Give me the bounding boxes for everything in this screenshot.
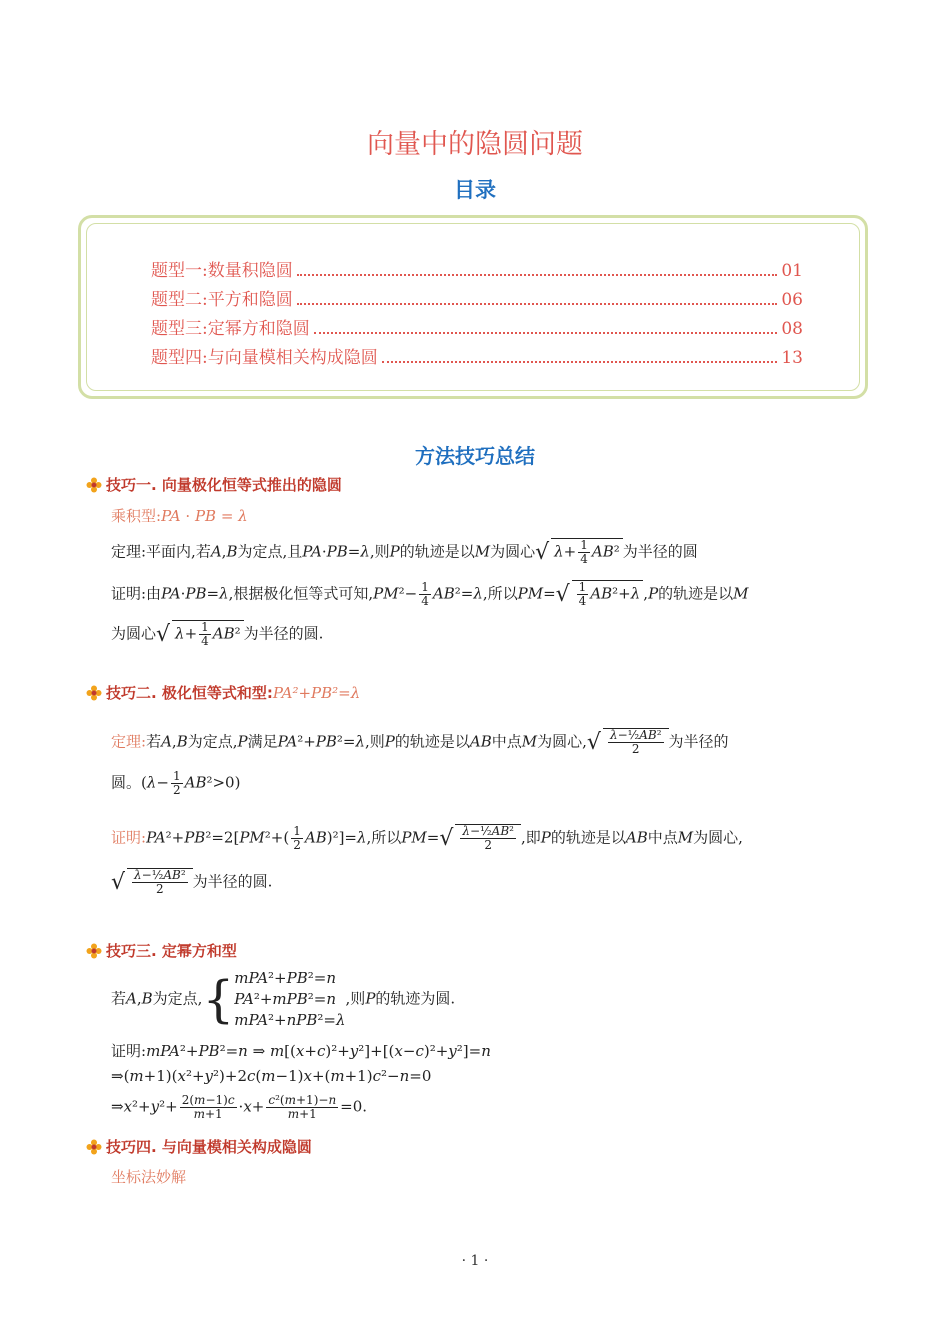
page-number: · 1 · (461, 1253, 489, 1269)
skill3-proof-2: ⇒(m+1)(x²+y²)+2c(m−1)x+(m+1)c²−n=0 (111, 1067, 432, 1085)
flower-icon (86, 685, 102, 701)
flower-icon (86, 1139, 102, 1155)
skill-heading-4 (86, 1136, 312, 1157)
toc-item[interactable] (151, 314, 803, 340)
skill2-theorem: 定理:若A,B为定点,P满足PA²+PB²=λ,则P的轨迹是以AB中点M为圆心,√ $\frac{\text{λ−½AB²}}{2}$ 为半径的 (111, 728, 729, 756)
toc-box (78, 215, 868, 399)
page-title: 向量中的隐圆问题 (367, 129, 583, 160)
skill2-proof-cont: √ $\frac{\text{λ−½AB²}}{2}$ 为半径的圆. (111, 868, 273, 896)
toc-item-page: 01 (781, 261, 803, 281)
skill3-proof-1: 证明:mPA²+PB²=n ⇒ m[(x+c)²+y²]+[(x−c)²+y²]=n (111, 1042, 491, 1060)
flower-icon (86, 477, 102, 493)
skill3-proof-3: ⇒x²+y²+ $\frac{2(m-1)c}{m+1}$ ·x+ $\frac{\text{c²(m+1)−n}}{m+1}$ =0. (111, 1093, 368, 1121)
toc-item-label: 题型四:与向量模相关构成隐圆 (151, 348, 378, 368)
skill-heading-text: 技巧二. 极化恒等式和型: (106, 684, 273, 702)
toc-item[interactable] (151, 343, 803, 369)
skill1-proof: 证明:由PA·PB=λ,根据极化恒等式可知,PM²− $\frac{1}{4}$ AB²=λ,所以PM=√ $\frac{1}{4}$ AB²+λ ,P的轨迹是以M (111, 580, 749, 608)
section-title: 方法技巧总结 (415, 444, 535, 468)
skill1-theorem: 定理:平面内,若A,B为定点,且PA·PB=λ,则P的轨迹是以M为圆心√ λ+ $\frac{1}{4}$ AB² 为半径的圆 (111, 538, 698, 566)
toc-item-label: 题型一:数量积隐圆 (151, 261, 293, 281)
skill-heading-text: 技巧四. 与向量模相关构成隐圆 (106, 1138, 312, 1156)
skill-heading-2: 技巧二. 极化恒等式和型: PA²+PB²=λ (86, 682, 360, 703)
skill2-proof: 证明:PA²+PB²=2[PM²+( $\frac{1}{2}$ AB)²]=λ,所以PM=√ $\frac{\text{λ−½AB²}}{2}$ ,即P的轨迹是以AB中点M为圆心, (111, 824, 743, 852)
skill3-statement: 若A,B为定点,{ mPA²+PB²=n PA²+mPB²=n mPA²+nPB²=λ ,则P的轨迹为圆. (111, 969, 456, 1029)
skill-heading-1 (86, 474, 342, 495)
toc-leader (297, 302, 778, 305)
skill1-proof-cont: 为圆心√ λ+ $\frac{1}{4}$ AB² 为半径的圆. (111, 620, 324, 648)
flower-icon (86, 943, 102, 959)
toc-heading: 目录 (454, 178, 496, 202)
product-type-label: 乘积型:PA · PB = λ (111, 507, 248, 525)
toc-item-page: 13 (781, 348, 803, 368)
coordinate-method-label: 坐标法妙解 (111, 1168, 187, 1186)
toc-leader (382, 360, 778, 363)
toc-item-page: 08 (781, 319, 803, 339)
toc-leader (314, 331, 778, 334)
toc-item-label: 题型二:平方和隐圆 (151, 290, 293, 310)
toc-item-page: 06 (781, 290, 803, 310)
skill-heading-3 (86, 940, 237, 961)
toc-item[interactable] (151, 285, 803, 311)
skill-heading-text: 技巧一. 向量极化恒等式推出的隐圆 (106, 476, 342, 494)
skill2-theorem-cont: 圆。(λ− $\frac{1}{2}$ AB²>0) (111, 769, 241, 797)
toc-item[interactable] (151, 256, 803, 282)
toc-leader (297, 273, 778, 276)
toc-item-label: 题型三:定幂方和隐圆 (151, 319, 310, 339)
skill-heading-text: 技巧三. 定幂方和型 (106, 942, 237, 960)
